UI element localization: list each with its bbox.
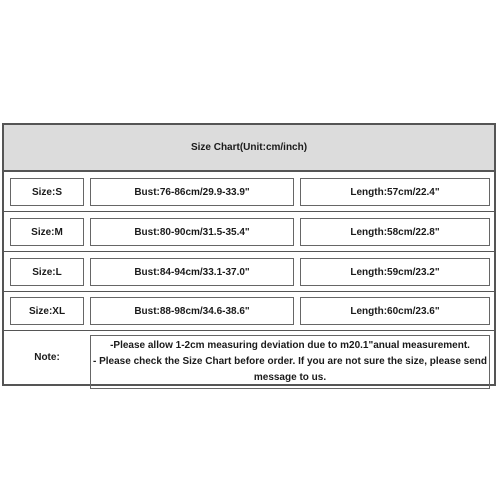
size-cell: Size:XL xyxy=(10,297,84,325)
length-cell: Length:58cm/22.8" xyxy=(300,218,490,246)
note-line-2: - Please check the Size Chart before order. If you are not sure the size, please send message to us. xyxy=(92,356,488,383)
size-cell: Size:M xyxy=(10,218,84,246)
table-row xyxy=(4,252,494,292)
bust-cell: Bust:80-90cm/31.5-35.4" xyxy=(90,218,294,246)
table-row xyxy=(4,291,494,331)
note-line-1: -Please allow 1-2cm measuring deviation due to m20.1"anual measurement. xyxy=(110,340,470,351)
bust-cell: Bust:84-94cm/33.1-37.0" xyxy=(90,258,294,286)
size-chart-title: Size Chart(Unit:cm/inch) xyxy=(4,125,494,172)
length-cell: Length:60cm/23.6" xyxy=(300,297,490,325)
note-row xyxy=(4,331,494,384)
size-cell: Size:L xyxy=(10,258,84,286)
table-row xyxy=(4,212,494,252)
length-cell: Length:57cm/22.4" xyxy=(300,178,490,206)
size-chart-table xyxy=(2,123,496,386)
length-cell: Length:59cm/23.2" xyxy=(300,258,490,286)
note-label: Note: xyxy=(34,352,60,363)
size-cell: Size:S xyxy=(10,178,84,206)
bust-cell: Bust:76-86cm/29.9-33.9" xyxy=(90,178,294,206)
bust-cell: Bust:88-98cm/34.6-38.6" xyxy=(90,297,294,325)
table-row xyxy=(4,172,494,212)
note-text xyxy=(90,335,490,389)
